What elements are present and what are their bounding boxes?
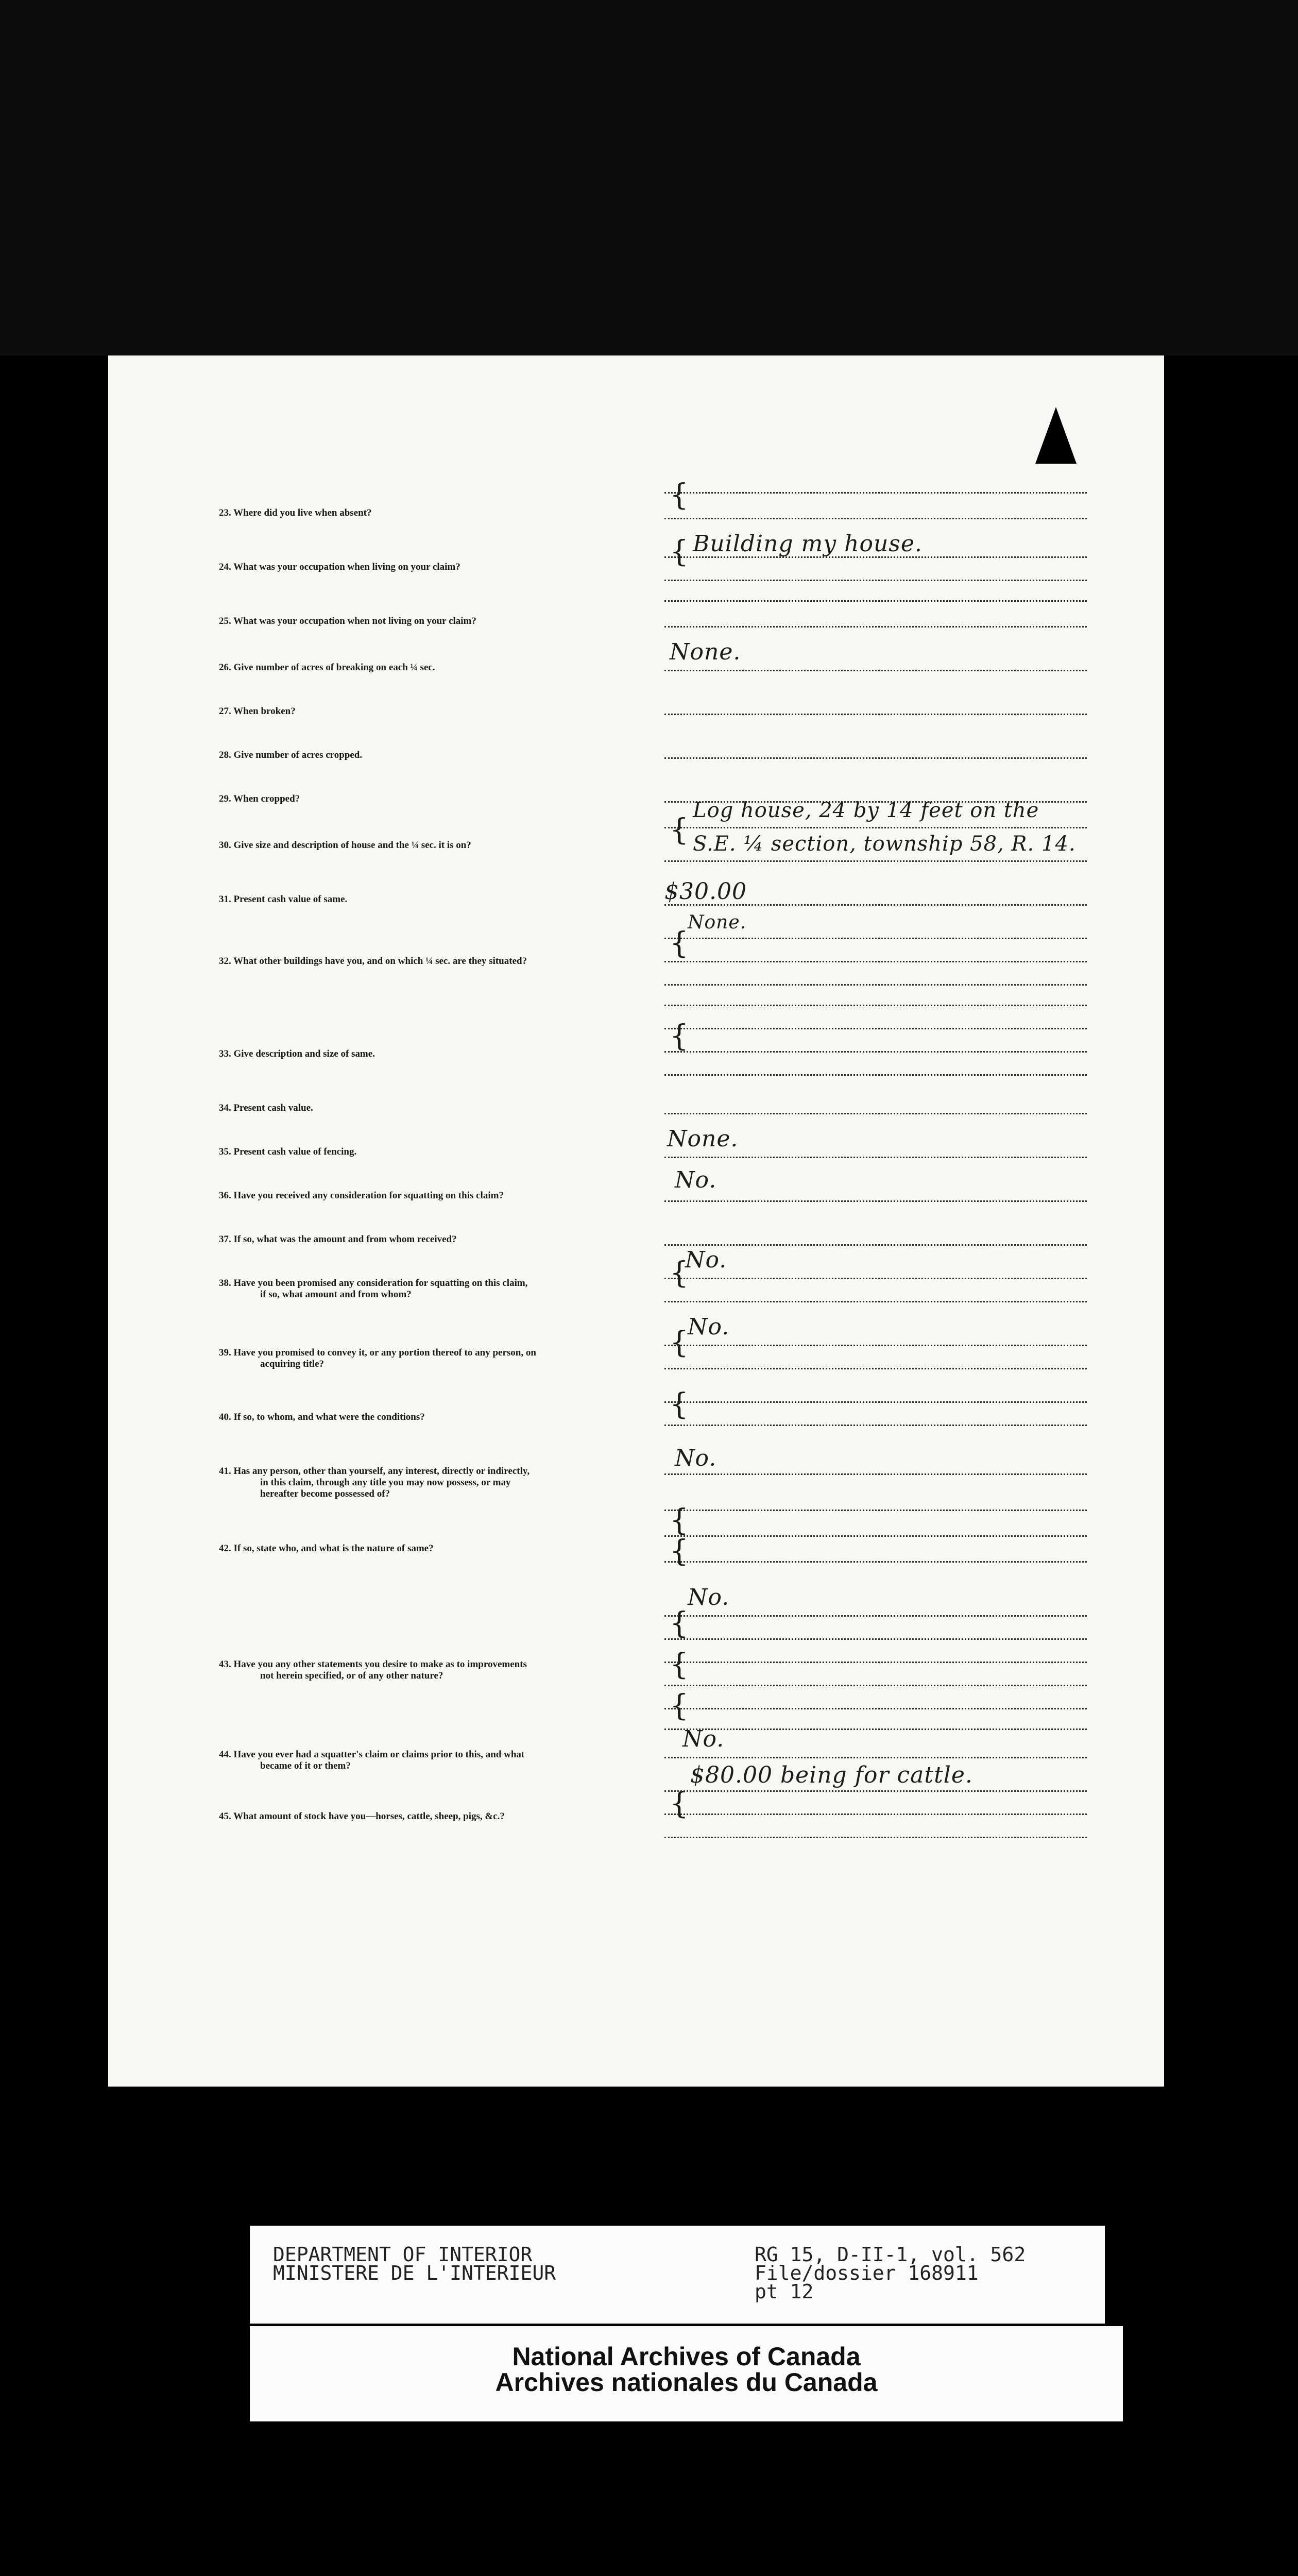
reference-part: pt 12 [755,2280,814,2303]
answer-line [664,1708,1087,1709]
answer-line [664,984,1087,986]
handwritten-answer-35: None. [667,1126,739,1152]
handwritten-answer-32: None. [688,912,747,933]
brace: { [670,925,689,960]
answer-line [664,518,1087,519]
answer-line [664,1028,1087,1029]
answer-line [664,626,1087,628]
answer-line [664,757,1087,759]
archives-label [250,2326,1123,2421]
handwritten-answer-24: Building my house. [693,531,923,557]
question-23: 23. Where did you live when absent? [219,507,372,518]
brace: { [670,1786,689,1821]
answer-line [664,961,1087,962]
handwritten-answer-36: No. [675,1167,717,1193]
question-31: 31. Present cash value of same. [219,894,348,905]
answer-line [664,860,1087,862]
handwritten-answer-30-line1: Log house, 24 by 14 feet on the [693,799,1039,822]
question-29: 29. When cropped? [219,793,300,804]
handwritten-answer-45: $80.00 being for cattle. [690,1762,973,1788]
handwritten-answer-38: No. [685,1247,727,1273]
question-39: 39. Have you promised to convey it, or any portion thereof to any person, on acquiring title? [219,1347,536,1369]
question-40: 40. If so, to whom, and what were the conditions? [219,1412,425,1422]
answer-line [664,1662,1087,1663]
answer-line [664,1473,1087,1475]
handwritten-answer-26: None. [670,639,741,665]
answer-line [664,1301,1087,1302]
brace: { [670,1325,689,1360]
question-30: 30. Give size and description of house and the ¼ sec. it is on? [219,840,471,851]
answer-line [664,1244,1087,1246]
question-36: 36. Have you received any consideration for squatting on this claim? [219,1190,504,1201]
answer-line [664,1425,1087,1426]
brace: { [670,477,689,512]
answer-line [664,1074,1087,1076]
answer-line [664,827,1087,828]
answer-line [664,1200,1087,1202]
answer-line [664,938,1087,939]
question-32: 32. What other buildings have you, and on which ¼ sec. are they situated? [219,956,527,967]
question-45: 45. What amount of stock have you—horses, cattle, sheep, pigs, &c.? [219,1811,505,1822]
corner-tab-mark [1035,407,1077,464]
answer-line [664,1113,1087,1114]
answer-line [664,1728,1087,1730]
brace: { [670,1502,689,1537]
brace: { [670,1688,689,1723]
question-25: 25. What was your occupation when not living on your claim? [219,616,476,626]
archives-name-en: National Archives of Canada [512,2342,861,2371]
reference-volume: RG 15, D-II-1, vol. 562 [755,2243,1026,2266]
question-37: 37. If so, what was the amount and from whom received? [219,1234,457,1245]
brace: { [670,1605,689,1640]
answer-line [664,1345,1087,1346]
answer-line [664,1790,1087,1792]
brace: { [670,1018,689,1053]
answer-line [664,1157,1087,1158]
department-name-fr: MINISTERE DE L'INTERIEUR [273,2262,556,2284]
document-page [108,355,1164,2087]
answer-line [664,1535,1087,1537]
department-label [250,2226,1105,2324]
answer-line [664,1615,1087,1617]
answer-line [664,600,1087,602]
answer-line [664,1814,1087,1815]
answer-line [664,1837,1087,1838]
answer-line [664,580,1087,581]
question-33: 33. Give description and size of same. [219,1048,375,1059]
answer-line [664,1368,1087,1369]
answer-line [664,1757,1087,1758]
question-43: 43. Have you any other statements you desire to make as to improvements not herein specified, or of any other nature? [219,1659,527,1681]
question-26: 26. Give number of acres of breaking on each ¼ sec. [219,662,435,673]
question-24: 24. What was your occupation when living on your claim? [219,562,460,572]
answer-line [664,904,1087,906]
film-background [0,0,1298,355]
question-34: 34. Present cash value. [219,1103,313,1113]
handwritten-answer-31: $30.00 [664,878,747,905]
handwritten-answer-43: No. [688,1584,730,1611]
answer-line [664,492,1087,494]
answer-line [664,670,1087,671]
handwritten-answer-39: No. [688,1314,730,1340]
department-name-en: DEPARTMENT OF INTERIOR [273,2243,533,2266]
question-42: 42. If so, state who, and what is the nature of same? [219,1543,434,1554]
answer-line [664,1051,1087,1053]
answer-line [664,1685,1087,1686]
brace: { [670,1386,689,1421]
brace: { [670,1255,689,1290]
handwritten-answer-41: No. [675,1445,717,1471]
answer-line [664,1401,1087,1403]
question-27: 27. When broken? [219,706,296,717]
answer-line [664,1510,1087,1511]
answer-line [664,1638,1087,1640]
question-44: 44. Have you ever had a squatter's claim or claims prior to this, and what became of it or them? [219,1749,525,1771]
brace: { [670,1647,689,1682]
archives-name-fr: Archives nationales du Canada [495,2368,878,2397]
question-41: 41. Has any person, other than yourself, any interest, directly or indirectly, in this claim, through any title you may now possess, or may hereafter become possessed of? [219,1466,530,1499]
question-35: 35. Present cash value of fencing. [219,1146,357,1157]
handwritten-answer-30-line2: S.E. ¼ section, township 58, R. 14. [693,832,1076,856]
answer-line [664,556,1087,558]
answer-line [664,714,1087,715]
handwritten-answer-44: No. [682,1726,725,1752]
brace: { [670,1533,689,1568]
question-28: 28. Give number of acres cropped. [219,750,363,760]
answer-line [664,1005,1087,1006]
reference-file: File/dossier 168911 [755,2262,979,2284]
answer-line [664,1561,1087,1563]
brace: { [670,534,689,569]
answer-line [664,1278,1087,1279]
brace: { [670,812,689,847]
question-38: 38. Have you been promised any consideration for squatting on this claim, if so, what amount and from whom? [219,1278,528,1300]
